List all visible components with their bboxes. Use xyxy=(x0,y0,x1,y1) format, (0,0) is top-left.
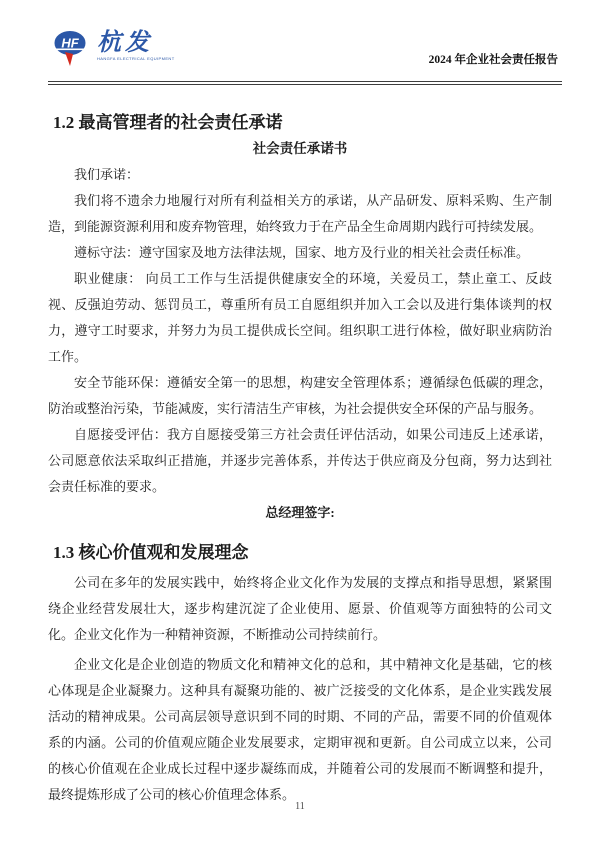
page-number: 11 xyxy=(295,801,305,812)
brand-text xyxy=(97,30,175,62)
commitment-paragraph: 我们将不遗余力地履行对所有利益相关方的承诺，从产品研发、原料采购、生产制造，到能源资源利用和废弃物管理，始终致力于在产品全生命周期内践行可持续发展。 xyxy=(48,193,552,234)
section-heading-1-2: 1.2 最高管理者的社会责任承诺 xyxy=(53,113,283,132)
brand-subtitle: HANGFA ELECTRICAL EQUIPMENT xyxy=(97,56,175,61)
values-paragraph: 企业文化是企业创造的物质文化和精神文化的总和，其中精神文化是基础，它的核心体现是企业凝聚力。这种具有凝聚功能的、被广泛接受的文化体系，是企业实践发展活动的精神成果。公司高层领导意识到不同的时期、不同的产品，需要不同的价值观体系的内涵。公司的价值观应随企业发展要求，定期审视和更新。自公司成立以来，公司的核心价值观在企业成长过程中逐步凝练而成，并随着公司的发展而不断调整和提升，最终提炼形成了公司的核心价值理念体系。 xyxy=(48,657,552,802)
commitment-intro: 我们承诺： xyxy=(74,167,140,182)
page-header xyxy=(50,28,558,70)
gm-signature-label: 总经理签字: xyxy=(265,505,335,520)
document-body xyxy=(48,94,552,808)
values-paragraph: 公司在多年的发展实践中，始终将企业文化作为发展的支撑点和指导思想，紧紧围绕企业经营发展壮大，逐步构建沉淀了企业使用、愿景、价值观等方面独特的公司文化。企业文化作为一种精神资源，不断推动公司持续前行。 xyxy=(48,575,552,642)
section-heading-1-3: 1.3 核心价值观和发展理念 xyxy=(53,543,249,562)
hf-globe-icon xyxy=(50,28,92,70)
commitment-letter-title: 社会责任承诺书 xyxy=(252,141,348,156)
commitment-paragraph: 职业健康： 向员工工作与生活提供健康安全的环境，关爱员工，禁止童工、反歧视、反强迫劳动、惩罚员工，尊重所有员工自愿组织并加入工会以及进行集体谈判的权力，遵守工时要求，并努力为员工提供成长空间。组织职工进行体检，做好职业病防治工作。 xyxy=(48,271,552,364)
commitment-paragraph: 自愿接受评估：我方自愿接受第三方社会责任评估活动，如果公司违反上述承诺，公司愿意依法采取纠正措施，并逐步完善体系，并传达于供应商及分包商，努力达到社会责任标准的要求。 xyxy=(48,427,552,494)
svg-text:HF: HF xyxy=(61,35,79,51)
report-title: 2024 年企业社会责任报告 xyxy=(428,54,558,66)
brand-name: 杭发 xyxy=(97,30,153,56)
company-logo xyxy=(50,28,175,70)
commitment-paragraph: 遵标守法：遵守国家及地方法律法规，国家、地方及行业的相关社会责任标准。 xyxy=(74,245,530,260)
header-divider xyxy=(48,81,562,85)
commitment-paragraph: 安全节能环保：遵循安全第一的思想，构建安全管理体系；遵循绿色低碳的理念，防治或整治污染，节能减废，实行清洁生产审核，为社会提供安全环保的产品与服务。 xyxy=(48,375,552,416)
